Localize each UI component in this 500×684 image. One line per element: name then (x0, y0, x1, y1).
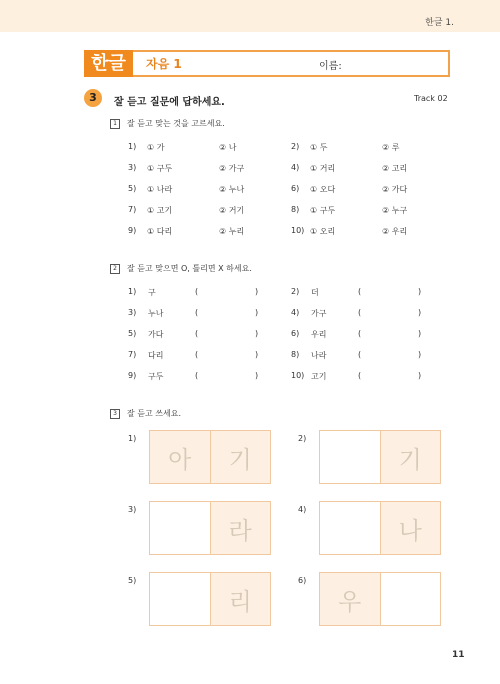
write-item-number: 2) (298, 434, 307, 443)
choice-option-b: ② 가다 (382, 185, 408, 194)
choice-option-a: ① 가 (147, 143, 165, 152)
writing-cell-left (320, 502, 380, 554)
choice-option-b: ② 가구 (219, 164, 245, 173)
writing-cell-left: 아 (150, 431, 210, 483)
part1-instruction-row (110, 118, 225, 129)
write-item-number: 4) (298, 505, 307, 514)
ox-item-number: 6) (291, 329, 300, 338)
ox-word: 구 (148, 288, 156, 297)
ox-paren-close: ) (418, 329, 422, 338)
ox-paren-open: ( (195, 350, 199, 359)
ox-word: 누나 (148, 309, 164, 318)
ox-paren-open: ( (358, 329, 362, 338)
choice-option-a: ① 고기 (147, 206, 173, 215)
choice-option-b: ② 고리 (382, 164, 408, 173)
choice-option-a: ① 오리 (310, 227, 336, 236)
choice-item-number: 8) (291, 205, 300, 214)
writing-cell-right: 나 (380, 502, 441, 554)
ox-paren-open: ( (358, 308, 362, 317)
choice-option-b: ② 누리 (219, 227, 245, 236)
write-item-number: 3) (128, 505, 137, 514)
choice-option-a: ① 나라 (147, 185, 173, 194)
ox-word: 나라 (311, 351, 327, 360)
choice-option-a: ① 두 (310, 143, 328, 152)
part3-marker: 3 (110, 409, 120, 419)
writing-cell-left: 우 (320, 573, 380, 625)
writing-box (319, 501, 441, 555)
writing-cell-left (150, 502, 210, 554)
ox-paren-open: ( (358, 287, 362, 296)
ox-item-number: 4) (291, 308, 300, 317)
choice-item-number: 9) (128, 226, 137, 235)
ox-item-number: 2) (291, 287, 300, 296)
part2-marker: 2 (110, 264, 120, 274)
part1-marker: 1 (110, 119, 120, 129)
lesson-header (84, 50, 450, 77)
ox-word: 가다 (148, 330, 164, 339)
choice-option-b: ② 우리 (382, 227, 408, 236)
ox-item-number: 9) (128, 371, 137, 380)
ox-paren-close: ) (418, 371, 422, 380)
choice-option-b: ② 루 (382, 143, 400, 152)
ox-item-number: 3) (128, 308, 137, 317)
question-number: 3 (84, 89, 102, 107)
write-item-number: 6) (298, 576, 307, 585)
writing-cell-right: 라 (210, 502, 271, 554)
choice-option-a: ① 구두 (147, 164, 173, 173)
ox-word: 구두 (148, 372, 164, 381)
writing-box (149, 572, 271, 626)
hangul-badge: 한글 (84, 50, 133, 77)
ox-word: 고기 (311, 372, 327, 381)
choice-item-number: 7) (128, 205, 137, 214)
ox-paren-open: ( (195, 329, 199, 338)
writing-box (149, 501, 271, 555)
writing-cell-right: 기 (210, 431, 271, 483)
choice-option-a: ① 거리 (310, 164, 336, 173)
part3-instruction: 잘 듣고 쓰세요. (127, 409, 181, 418)
choice-option-a: ① 구두 (310, 206, 336, 215)
writing-cell-right: 리 (210, 573, 271, 625)
ox-word: 우리 (311, 330, 327, 339)
part2-instruction-row (110, 263, 252, 274)
choice-item-number: 10) (291, 226, 305, 235)
ox-paren-close: ) (418, 308, 422, 317)
ox-paren-open: ( (195, 308, 199, 317)
ox-item-number: 10) (291, 371, 305, 380)
choice-item-number: 2) (291, 142, 300, 151)
choice-option-b: ② 누구 (382, 206, 408, 215)
ox-paren-close: ) (255, 371, 259, 380)
writing-cell-left (320, 431, 380, 483)
choice-option-a: ① 오다 (310, 185, 336, 194)
writing-box (149, 430, 271, 484)
ox-item-number: 8) (291, 350, 300, 359)
track-label: Track 02 (414, 94, 448, 103)
ox-item-number: 7) (128, 350, 137, 359)
write-item-number: 5) (128, 576, 137, 585)
ox-word: 가구 (311, 309, 327, 318)
choice-item-number: 4) (291, 163, 300, 172)
write-item-number: 1) (128, 434, 137, 443)
ox-paren-close: ) (255, 350, 259, 359)
part2-instruction: 잘 듣고 맞으면 O, 틀리면 X 하세요. (127, 264, 252, 273)
choice-item-number: 3) (128, 163, 137, 172)
part1-instruction: 잘 듣고 맞는 것을 고르세요. (127, 119, 225, 128)
writing-cell-left (150, 573, 210, 625)
lesson-title: 자음 1 (146, 57, 182, 71)
choice-option-b: ② 누나 (219, 185, 245, 194)
ox-paren-close: ) (255, 329, 259, 338)
choice-item-number: 6) (291, 184, 300, 193)
choice-item-number: 1) (128, 142, 137, 151)
choice-item-number: 5) (128, 184, 137, 193)
question-text: 잘 듣고 질문에 답하세요. (114, 97, 225, 108)
ox-item-number: 1) (128, 287, 137, 296)
ox-word: 더 (311, 288, 319, 297)
writing-box (319, 572, 441, 626)
page-number: 11 (452, 650, 465, 660)
choice-option-a: ① 다리 (147, 227, 173, 236)
ox-paren-close: ) (255, 287, 259, 296)
writing-box (319, 430, 441, 484)
ox-paren-close: ) (255, 308, 259, 317)
writing-cell-right (380, 573, 441, 625)
ox-paren-close: ) (418, 287, 422, 296)
name-label: 이름: (319, 61, 342, 72)
ox-paren-close: ) (418, 350, 422, 359)
choice-option-b: ② 거기 (219, 206, 245, 215)
choice-option-b: ② 나 (219, 143, 237, 152)
ox-word: 다리 (148, 351, 164, 360)
ox-item-number: 5) (128, 329, 137, 338)
chapter-tab: 한글 1. (425, 18, 454, 28)
writing-cell-right: 기 (380, 431, 441, 483)
ox-paren-open: ( (195, 287, 199, 296)
ox-paren-open: ( (358, 350, 362, 359)
ox-paren-open: ( (358, 371, 362, 380)
ox-paren-open: ( (195, 371, 199, 380)
part3-instruction-row (110, 408, 181, 419)
